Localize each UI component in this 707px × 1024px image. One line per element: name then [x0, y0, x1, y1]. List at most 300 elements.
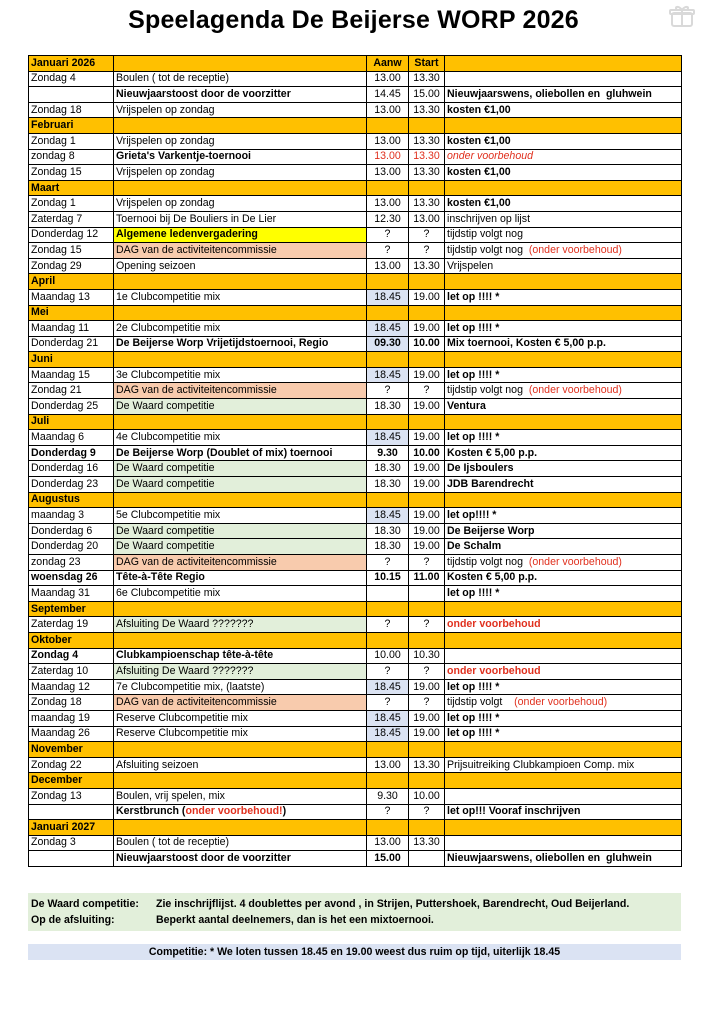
month-label: Oktober	[29, 632, 114, 648]
agenda-row	[29, 227, 682, 243]
aanw-time-cell: 18.45	[367, 430, 409, 446]
start-time-cell: 13.30	[409, 149, 445, 165]
activity-text: Kerstbrunch (	[116, 805, 186, 818]
month-filler-cell	[445, 274, 682, 290]
month-filler-cell	[409, 352, 445, 368]
month-filler-cell	[445, 305, 682, 321]
date-cell: Maandag 15	[29, 367, 114, 383]
date-cell: Donderdag 16	[29, 461, 114, 477]
date-cell: Donderdag 12	[29, 227, 114, 243]
agenda-row	[29, 383, 682, 399]
note-text: tijdstip volgt nog	[447, 384, 526, 397]
activity-cell: De Beijerse Worp Vrijetijdstoernooi, Regio	[114, 336, 367, 352]
aanw-time-cell: 15.00	[367, 851, 409, 867]
month-filler-cell	[114, 352, 367, 368]
activity-cell: Clubkampioenschap tête-à-tête	[114, 648, 367, 664]
aanw-time-cell: ?	[367, 227, 409, 243]
activity-cell: Toernooi bij De Bouliers in De Lier	[114, 211, 367, 227]
aanw-time-cell: 18.45	[367, 508, 409, 524]
month-filler-cell	[114, 820, 367, 836]
note-cell: let op !!!! *	[445, 679, 682, 695]
date-cell: Donderdag 25	[29, 399, 114, 415]
agenda-row	[29, 87, 682, 103]
start-time-cell: 19.00	[409, 321, 445, 337]
agenda-row	[29, 71, 682, 87]
aanw-time-cell: 13.00	[367, 757, 409, 773]
month-label: November	[29, 742, 114, 758]
agenda-row	[29, 788, 682, 804]
afsluiting-note-text: Beperkt aantal deelnemers, dan is het een mixtoernooi.	[156, 914, 434, 926]
activity-cell: DAG van de activiteitencommissie	[114, 555, 367, 571]
month-label: Augustus	[29, 492, 114, 508]
aanw-time-cell: 09.30	[367, 336, 409, 352]
agenda-row	[29, 430, 682, 446]
note-cell: let op !!!! *	[445, 289, 682, 305]
date-cell: woensdag 26	[29, 570, 114, 586]
agenda-row	[29, 165, 682, 181]
aanw-time-cell: ?	[367, 383, 409, 399]
month-filler-cell	[114, 632, 367, 648]
start-time-cell: 19.00	[409, 710, 445, 726]
note-cell: De Beijerse Worp	[445, 523, 682, 539]
date-cell: Donderdag 9	[29, 445, 114, 461]
start-time-cell: 19.00	[409, 399, 445, 415]
month-header-row	[29, 773, 682, 789]
note-cell: let op!!! Vooraf inschrijven	[445, 804, 682, 820]
waard-note-text: Zie inschrijflijst. 4 doublettes per avond , in Strijen, Puttershoek, Barendrecht, Oud Beijerland.	[156, 898, 630, 910]
note-cell	[445, 383, 682, 399]
note-reservation: (onder voorbehoud)	[525, 555, 622, 568]
month-filler-cell	[114, 118, 367, 134]
agenda-row	[29, 133, 682, 149]
activity-cell: Boulen ( tot de receptie)	[114, 835, 367, 851]
start-time-cell	[409, 851, 445, 867]
activity-cell: Vrijspelen op zondag	[114, 133, 367, 149]
start-time-cell: 13.00	[409, 211, 445, 227]
agenda-row	[29, 102, 682, 118]
agenda-row	[29, 726, 682, 742]
agenda-row	[29, 196, 682, 212]
start-time-cell: ?	[409, 555, 445, 571]
activity-cell: Nieuwjaarstoost door de voorzitter	[114, 87, 367, 103]
date-cell: Maandag 11	[29, 321, 114, 337]
agenda-row	[29, 321, 682, 337]
month-filler-cell	[445, 492, 682, 508]
activity-cell: Nieuwjaarstoost door de voorzitter	[114, 851, 367, 867]
month-filler-cell	[445, 414, 682, 430]
note-cell: onder voorbehoud	[445, 617, 682, 633]
aanw-time-cell: 13.00	[367, 71, 409, 87]
activity-cell: Boulen, vrij spelen, mix	[114, 788, 367, 804]
note-cell	[445, 243, 682, 259]
start-time-cell: 13.30	[409, 258, 445, 274]
month-filler-cell	[409, 305, 445, 321]
date-cell: Donderdag 20	[29, 539, 114, 555]
start-time-cell: 19.00	[409, 289, 445, 305]
agenda-row	[29, 804, 682, 820]
note-cell: Kosten € 5,00 p.p.	[445, 445, 682, 461]
start-time-cell: 19.00	[409, 367, 445, 383]
note-cell: let op !!!! *	[445, 367, 682, 383]
agenda-row	[29, 367, 682, 383]
month-filler-cell	[114, 492, 367, 508]
aanw-time-cell: 18.45	[367, 679, 409, 695]
date-cell: Maandag 12	[29, 679, 114, 695]
month-label: Juli	[29, 414, 114, 430]
month-filler-cell	[445, 742, 682, 758]
date-cell: maandag 19	[29, 710, 114, 726]
aanw-time-cell: 14.45	[367, 87, 409, 103]
aanw-time-cell: 18.45	[367, 289, 409, 305]
date-cell: Zondag 4	[29, 648, 114, 664]
month-filler-cell	[367, 820, 409, 836]
start-time-cell: ?	[409, 695, 445, 711]
month-filler-cell	[367, 274, 409, 290]
activity-cell: Grieta's Varkentje-toernooi	[114, 149, 367, 165]
start-time-cell: 13.30	[409, 133, 445, 149]
start-time-cell: 10.00	[409, 336, 445, 352]
aanw-time-cell: 18.45	[367, 321, 409, 337]
start-time-cell: ?	[409, 383, 445, 399]
date-cell	[29, 87, 114, 103]
month-header-row	[29, 742, 682, 758]
month-filler-cell	[445, 632, 682, 648]
month-label: April	[29, 274, 114, 290]
start-time-cell: ?	[409, 664, 445, 680]
note-cell	[445, 71, 682, 87]
afsluiting-note-label: Op de afsluiting:	[31, 914, 115, 926]
month-header-row	[29, 274, 682, 290]
note-cell: let op !!!! *	[445, 586, 682, 602]
date-cell: Zondag 1	[29, 133, 114, 149]
note-cell: Vrijspelen	[445, 258, 682, 274]
date-cell: Zondag 15	[29, 165, 114, 181]
start-time-cell: 19.00	[409, 523, 445, 539]
month-filler-cell	[114, 414, 367, 430]
aanw-time-cell: 10.00	[367, 648, 409, 664]
month-filler-cell	[445, 601, 682, 617]
date-cell: Zondag 4	[29, 71, 114, 87]
aanw-time-cell: 10.15	[367, 570, 409, 586]
month-filler-cell	[409, 773, 445, 789]
date-cell: Maandag 26	[29, 726, 114, 742]
note-cell: kosten €1,00	[445, 133, 682, 149]
agenda-row	[29, 679, 682, 695]
month-filler-cell	[445, 118, 682, 134]
aanw-time-cell: 18.45	[367, 710, 409, 726]
activity-cell: De Waard competitie	[114, 399, 367, 415]
note-text: tijdstip volgt nog	[447, 243, 526, 256]
date-cell: Donderdag 23	[29, 477, 114, 493]
aanw-time-cell: 9.30	[367, 445, 409, 461]
activity-cell: Tête-à-Tête Regio	[114, 570, 367, 586]
agenda-row	[29, 664, 682, 680]
month-header-row	[29, 632, 682, 648]
afsluiting-note	[31, 914, 434, 926]
month-filler-cell	[367, 414, 409, 430]
start-time-cell: 11.00	[409, 570, 445, 586]
note-cell: inschrijven op lijst	[445, 211, 682, 227]
note-reservation: (onder voorbehoud)	[508, 696, 608, 709]
agenda-row	[29, 570, 682, 586]
aanw-time-cell	[367, 586, 409, 602]
note-cell	[445, 555, 682, 571]
activity-cell: De Waard competitie	[114, 539, 367, 555]
agenda-row	[29, 539, 682, 555]
date-cell: maandag 3	[29, 508, 114, 524]
activity-text-end: )	[282, 805, 287, 818]
date-cell: Zondag 15	[29, 243, 114, 259]
aanw-time-cell: 13.00	[367, 258, 409, 274]
agenda-row	[29, 211, 682, 227]
agenda-row	[29, 695, 682, 711]
date-cell: Zaterdag 7	[29, 211, 114, 227]
month-filler-cell	[409, 820, 445, 836]
activity-cell: Boulen ( tot de receptie)	[114, 71, 367, 87]
date-cell: Zaterdag 10	[29, 664, 114, 680]
month-header-row	[29, 414, 682, 430]
month-label: Juni	[29, 352, 114, 368]
agenda-row	[29, 710, 682, 726]
aanw-time-cell: ?	[367, 804, 409, 820]
month-filler-cell	[367, 352, 409, 368]
date-cell: Donderdag 6	[29, 523, 114, 539]
note-reservation: (onder voorbehoud)	[525, 243, 622, 256]
aanw-time-cell: 18.45	[367, 726, 409, 742]
aanw-time-cell: ?	[367, 555, 409, 571]
month-filler-cell	[367, 492, 409, 508]
note-cell: kosten €1,00	[445, 165, 682, 181]
start-time-cell: 19.00	[409, 430, 445, 446]
date-cell: Zondag 1	[29, 196, 114, 212]
date-cell: Zondag 18	[29, 695, 114, 711]
note-cell: let op !!!! *	[445, 430, 682, 446]
note-cell: tijdstip volgt nog	[445, 227, 682, 243]
date-cell: Zondag 21	[29, 383, 114, 399]
activity-cell: DAG van de activiteitencommissie	[114, 383, 367, 399]
month-filler-cell	[445, 820, 682, 836]
activity-cell: 5e Clubcompetitie mix	[114, 508, 367, 524]
aanw-time-cell: 13.00	[367, 149, 409, 165]
agenda-row	[29, 289, 682, 305]
note-cell: Prijsuitreiking Clubkampioen Comp. mix	[445, 757, 682, 773]
agenda-row	[29, 477, 682, 493]
month-header-row	[29, 352, 682, 368]
month-label: Januari 2027	[29, 820, 114, 836]
note-cell: Nieuwjaarswens, oliebollen en gluhwein	[445, 87, 682, 103]
activity-cell: Afsluiting De Waard ???????	[114, 664, 367, 680]
page-title: Speelagenda De Beijerse WORP 2026	[128, 6, 579, 34]
date-cell: Zondag 18	[29, 102, 114, 118]
activity-cell: Vrijspelen op zondag	[114, 196, 367, 212]
aanw-time-cell: 18.30	[367, 461, 409, 477]
month-filler-cell	[114, 180, 367, 196]
month-filler-cell	[114, 274, 367, 290]
note-cell: Nieuwjaarswens, oliebollen en gluhwein	[445, 851, 682, 867]
month-header-row	[29, 56, 682, 72]
aanw-time-cell: 18.30	[367, 539, 409, 555]
start-time-cell: 19.00	[409, 508, 445, 524]
month-filler-cell	[409, 414, 445, 430]
note-cell: De Ijsboulers	[445, 461, 682, 477]
note-cell	[445, 835, 682, 851]
start-time-cell	[409, 586, 445, 602]
notes-block	[28, 893, 681, 931]
activity-cell: De Waard competitie	[114, 523, 367, 539]
activity-cell: Afsluiting seizoen	[114, 757, 367, 773]
aanw-time-cell: 13.00	[367, 102, 409, 118]
month-filler-cell	[367, 180, 409, 196]
note-cell: Mix toernooi, Kosten € 5,00 p.p.	[445, 336, 682, 352]
month-filler-cell	[367, 601, 409, 617]
agenda-row	[29, 149, 682, 165]
agenda-row	[29, 336, 682, 352]
activity-cell: 7e Clubcompetitie mix, (laatste)	[114, 679, 367, 695]
note-cell	[445, 648, 682, 664]
start-time-cell: 13.30	[409, 757, 445, 773]
aanw-time-cell: 18.30	[367, 477, 409, 493]
month-filler-cell	[367, 118, 409, 134]
date-cell: Zaterdag 19	[29, 617, 114, 633]
agenda-row	[29, 243, 682, 259]
month-filler-cell	[445, 773, 682, 789]
agenda-row	[29, 258, 682, 274]
start-time-cell: 13.30	[409, 71, 445, 87]
start-time-cell: 13.30	[409, 102, 445, 118]
agenda-row	[29, 835, 682, 851]
agenda-row	[29, 648, 682, 664]
activity-cell: Algemene ledenvergadering	[114, 227, 367, 243]
month-header-row	[29, 180, 682, 196]
aanw-header: Aanw	[367, 56, 409, 72]
agenda-row	[29, 523, 682, 539]
note-cell: let op!!!! *	[445, 508, 682, 524]
month-filler-cell	[367, 305, 409, 321]
date-cell: Zondag 29	[29, 258, 114, 274]
month-header-row	[29, 820, 682, 836]
aanw-time-cell: 18.30	[367, 399, 409, 415]
start-time-cell: 19.00	[409, 726, 445, 742]
activity-cell: Vrijspelen op zondag	[114, 165, 367, 181]
aanw-time-cell: ?	[367, 617, 409, 633]
note-reservation: (onder voorbehoud)	[525, 384, 622, 397]
start-time-cell: ?	[409, 617, 445, 633]
activity-cell: De Waard competitie	[114, 477, 367, 493]
note-cell: De Schalm	[445, 539, 682, 555]
agenda-row	[29, 757, 682, 773]
date-cell: Maandag 6	[29, 430, 114, 446]
activity-cell: Reserve Clubcompetitie mix	[114, 710, 367, 726]
note-header	[445, 56, 682, 72]
month-filler-cell	[367, 742, 409, 758]
month-filler-cell	[409, 492, 445, 508]
activity-cell: 3e Clubcompetitie mix	[114, 367, 367, 383]
note-cell	[445, 695, 682, 711]
date-cell: Maandag 31	[29, 586, 114, 602]
month-header-row	[29, 118, 682, 134]
month-filler-cell	[114, 773, 367, 789]
note-cell: onder voorbehoud	[445, 664, 682, 680]
activity-cell: Opening seizoen	[114, 258, 367, 274]
note-cell: Ventura	[445, 399, 682, 415]
activity-header	[114, 56, 367, 72]
note-cell: kosten €1,00	[445, 196, 682, 212]
activity-cell	[114, 804, 367, 820]
start-time-cell: 10.00	[409, 445, 445, 461]
competition-note: Competitie: * We loten tussen 18.45 en 19.00 weest dus ruim op tijd, uiterlijk 18.45	[28, 944, 681, 960]
agenda-row	[29, 617, 682, 633]
month-filler-cell	[367, 632, 409, 648]
waard-note	[31, 898, 629, 910]
activity-cell: 1e Clubcompetitie mix	[114, 289, 367, 305]
agenda-row	[29, 851, 682, 867]
agenda-row	[29, 586, 682, 602]
month-label: Januari 2026	[29, 56, 114, 72]
note-cell	[445, 788, 682, 804]
note-cell: Kosten € 5,00 p.p.	[445, 570, 682, 586]
waard-note-label: De Waard competitie:	[31, 898, 139, 910]
aanw-time-cell: 18.45	[367, 367, 409, 383]
start-time-cell: 13.30	[409, 165, 445, 181]
aanw-time-cell: 13.00	[367, 835, 409, 851]
month-filler-cell	[114, 601, 367, 617]
activity-cell: Reserve Clubcompetitie mix	[114, 726, 367, 742]
date-cell: Zondag 22	[29, 757, 114, 773]
activity-cell: 6e Clubcompetitie mix	[114, 586, 367, 602]
month-label: December	[29, 773, 114, 789]
month-filler-cell	[114, 305, 367, 321]
month-filler-cell	[409, 742, 445, 758]
date-cell	[29, 851, 114, 867]
aanw-time-cell: ?	[367, 695, 409, 711]
agenda-row	[29, 445, 682, 461]
date-cell: Maandag 13	[29, 289, 114, 305]
start-time-cell: 13.30	[409, 835, 445, 851]
aanw-time-cell: ?	[367, 243, 409, 259]
start-time-cell: 19.00	[409, 461, 445, 477]
activity-cell: DAG van de activiteitencommissie	[114, 695, 367, 711]
month-header-row	[29, 305, 682, 321]
aanw-time-cell: ?	[367, 664, 409, 680]
note-cell: let op !!!! *	[445, 726, 682, 742]
start-time-cell: 15.00	[409, 87, 445, 103]
month-filler-cell	[445, 180, 682, 196]
start-time-cell: 10.30	[409, 648, 445, 664]
note-cell: let op !!!! *	[445, 321, 682, 337]
month-header-row	[29, 492, 682, 508]
month-filler-cell	[114, 742, 367, 758]
agenda-table	[28, 55, 682, 867]
month-filler-cell	[409, 632, 445, 648]
aanw-time-cell: 12.30	[367, 211, 409, 227]
start-time-cell: 19.00	[409, 679, 445, 695]
note-cell: let op !!!! *	[445, 710, 682, 726]
agenda-row	[29, 461, 682, 477]
start-header: Start	[409, 56, 445, 72]
activity-cell: De Waard competitie	[114, 461, 367, 477]
start-time-cell: ?	[409, 227, 445, 243]
activity-cell: 2e Clubcompetitie mix	[114, 321, 367, 337]
start-time-cell: ?	[409, 243, 445, 259]
month-filler-cell	[409, 601, 445, 617]
date-cell: zondag 23	[29, 555, 114, 571]
activity-cell: 4e Clubcompetitie mix	[114, 430, 367, 446]
aanw-time-cell: 9.30	[367, 788, 409, 804]
activity-cell: De Beijerse Worp (Doublet of mix) toernooi	[114, 445, 367, 461]
date-cell: Zondag 13	[29, 788, 114, 804]
note-cell: onder voorbehoud	[445, 149, 682, 165]
date-cell: Donderdag 21	[29, 336, 114, 352]
